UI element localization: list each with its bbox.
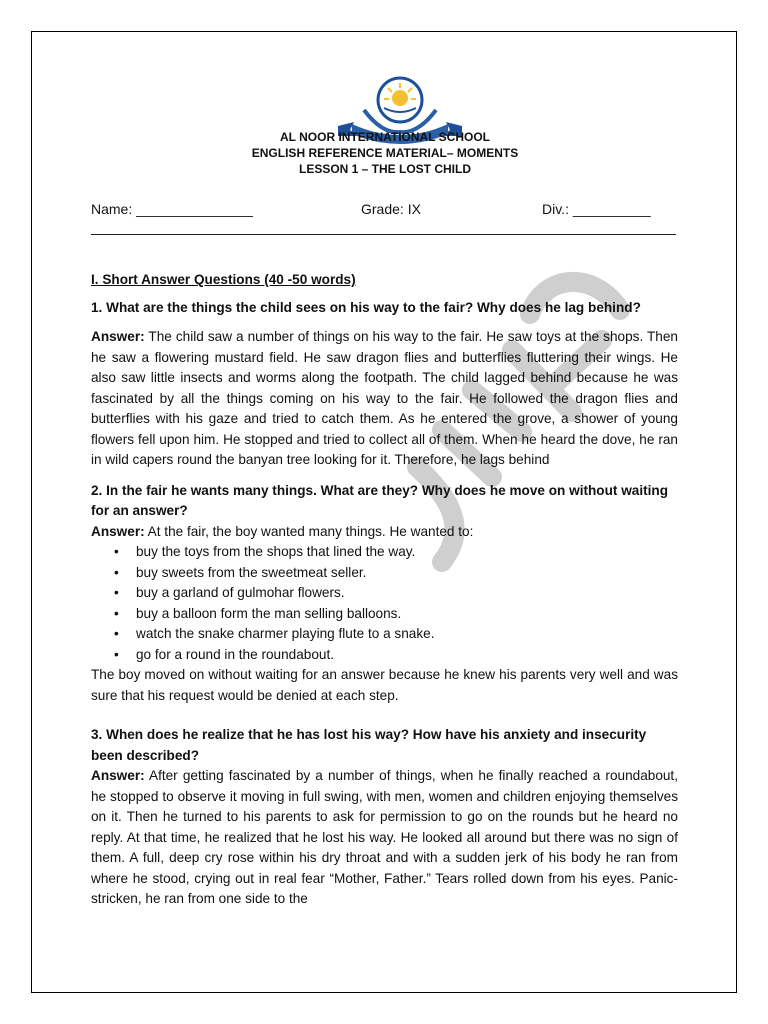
list-item: • buy sweets from the sweetmeat seller. <box>136 563 678 584</box>
question-1: 1. What are the things the child sees on his way to the fair? Why does he lag behind? <box>91 299 641 315</box>
student-info-row <box>91 201 681 219</box>
answer-text: After getting fascinated by a number of things, when he finally reached a roundabout, he stopped to observe it moving in full swing, with men, women and children enjoying themselves on it. Then he turned to his parents to ask for permission to go on the rounds but he heard no reply. At that time, he realized that he lost his way. He looked all around but there was no sign of them. A full, deep cry rose within his dry throat and with a sudden jerk of his body he ran from where he stood, crying out in real fear “Mother, Father.” Tears rolled down from his eyes. Panic-stricken, he ran from one side to the <box>91 768 678 906</box>
material-title: ENGLISH REFERENCE MATERIAL– MOMENTS <box>251 146 519 160</box>
list-item: • watch the snake charmer playing flute to a snake. <box>136 624 678 645</box>
answer-text: At the fair, the boy wanted many things. He wanted to: <box>144 523 474 539</box>
question-3: 3. When does he realize that he has lost his way? How have his anxiety and insecurity been described? <box>91 727 647 763</box>
answer-label: Answer: <box>91 768 145 783</box>
list-item: • buy the toys from the shops that lined the way. <box>136 542 678 563</box>
lesson-title: LESSON 1 – THE LOST CHILD <box>298 162 472 176</box>
answer-3 <box>91 766 678 910</box>
question-2: 2. In the fair he wants many things. What are they? Why does he move on without waiting for an answer? <box>91 482 669 518</box>
wants-list <box>91 542 678 665</box>
div-field[interactable]: Div.: __________ <box>542 201 651 217</box>
school-name: AL NOOR INTERNATIONAL SCHOOL <box>280 130 490 144</box>
list-item: • buy a balloon form the man selling balloons. <box>136 604 678 625</box>
name-field[interactable]: Name: _______________ <box>91 201 253 217</box>
page-frame <box>31 31 737 993</box>
answer-label: Answer: <box>91 329 145 344</box>
answer-2 <box>91 522 678 543</box>
list-item: • buy a garland of gulmohar flowers. <box>136 583 678 604</box>
answer-2-conclusion: The boy moved on without waiting for an answer because he knew his parents very well and was sure that his request would be denied at each step. <box>91 667 678 703</box>
answer-1 <box>91 327 678 471</box>
list-item: • go for a round in the roundabout. <box>136 645 678 666</box>
section-title: I. Short Answer Questions (40 -50 words) <box>91 272 356 287</box>
worksheet-content <box>91 270 678 910</box>
answer-text: The child saw a number of things on his way to the fair. He saw toys at the shops. Then he saw a flowering mustard field. He saw dragon flies and butterflies fluttering their wings. He also saw little insects and worms along the footpath. The child lagged behind because he was fascinated by all the things coming on his way to the fair. He followed the dragon flies and butterflies with his gaze and tried to catch them. As he entered the grove, a shower of young flowers fell upon him. He stopped and tried to collect all of them. When he heard the dove, he ran in wild capers round the banyan tree looking for it. Therefore, he lags behind <box>91 329 678 467</box>
separator-line <box>91 234 676 235</box>
grade-field: Grade: IX <box>361 201 421 217</box>
answer-label: Answer: <box>91 523 145 539</box>
